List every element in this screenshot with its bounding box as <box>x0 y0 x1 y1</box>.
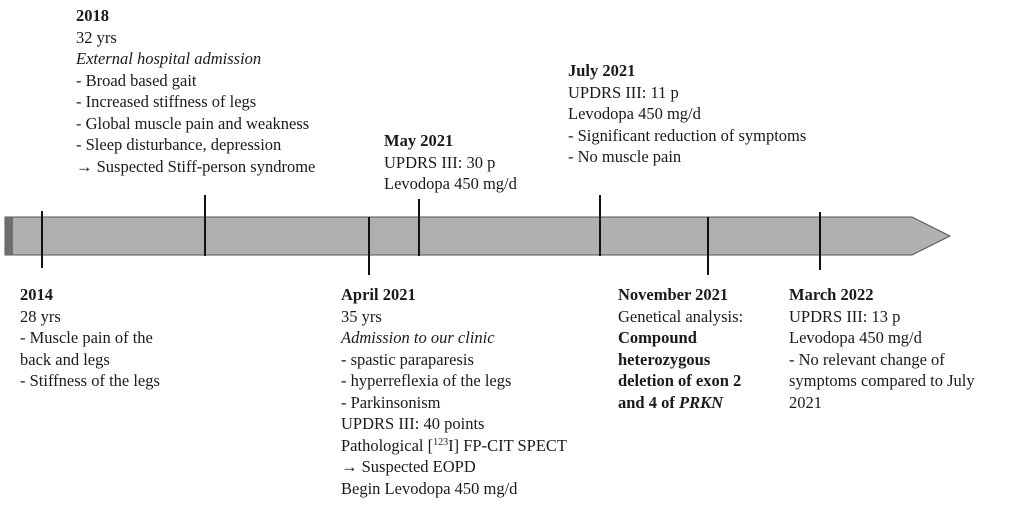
event-line: UPDRS III: 11 p <box>568 82 679 102</box>
event-line: Begin Levodopa 450 mg/d <box>341 478 518 498</box>
event-line: Levodopa 450 mg/d <box>384 174 517 193</box>
event-title: April 2021 <box>341 285 416 304</box>
event-november-2021 <box>618 284 743 413</box>
timeline-arrow <box>5 217 950 255</box>
event-line: - Global muscle pain and weakness <box>76 113 310 133</box>
event-line: Compound <box>618 328 697 347</box>
event-line: - Sleep disturbance, depression <box>76 135 282 154</box>
event-line: External hospital admission <box>76 49 262 68</box>
isotope-superscript: 123 <box>433 436 449 448</box>
event-title: November 2021 <box>618 285 729 304</box>
event-line: 32 yrs <box>76 27 117 47</box>
event-line: Genetical analysis: <box>618 306 744 326</box>
event-line: heterozygous <box>618 349 711 369</box>
event-line: - Broad based gait <box>76 70 197 90</box>
event-line: - Increased stiffness of legs <box>76 92 257 111</box>
event-line-prefix: Pathological [ <box>341 435 434 455</box>
event-2018 <box>76 5 315 177</box>
event-line: 2021 <box>789 392 822 412</box>
event-line: → Suspected Stiff-person syndrome <box>76 156 316 176</box>
event-line <box>341 435 567 457</box>
event-line: Levodopa 450 mg/d <box>789 328 922 347</box>
event-title: July 2021 <box>568 61 636 80</box>
event-may-2021 <box>384 130 517 195</box>
event-line: - hyperreflexia of the legs <box>341 371 512 390</box>
event-line: UPDRS III: 13 p <box>789 306 901 326</box>
event-title: 2018 <box>76 6 109 25</box>
event-line: Levodopa 450 mg/d <box>568 104 701 123</box>
event-line-text: and 4 of <box>618 392 679 412</box>
event-line: - Parkinsonism <box>341 392 441 412</box>
event-line: - No muscle pain <box>568 147 682 166</box>
event-line: back and legs <box>20 349 110 369</box>
event-april-2021 <box>341 284 567 499</box>
event-title: March 2022 <box>789 285 874 304</box>
event-july-2021 <box>568 60 806 168</box>
event-line: 28 yrs <box>20 306 61 326</box>
event-line: - No relevant change of <box>789 349 945 369</box>
event-line: - spastic paraparesis <box>341 349 474 369</box>
event-line: → Suspected EOPD <box>341 457 476 476</box>
event-line: deletion of exon 2 <box>618 371 742 390</box>
event-line: - Muscle pain of the <box>20 328 153 347</box>
event-2014 <box>20 284 160 392</box>
event-line: UPDRS III: 30 p <box>384 152 496 172</box>
event-title: 2014 <box>20 285 53 304</box>
event-march-2022 <box>789 284 975 413</box>
event-line-suffix: I] FP-CIT SPECT <box>448 435 567 455</box>
timeline-arrow-tail <box>5 217 13 255</box>
event-line: Admission to our clinic <box>341 328 495 347</box>
event-line <box>618 392 743 414</box>
gene-name: PRKN <box>678 392 723 412</box>
event-line: 35 yrs <box>341 306 382 326</box>
event-title: May 2021 <box>384 131 454 150</box>
event-line: UPDRS III: 40 points <box>341 414 485 433</box>
event-line: - Significant reduction of symptoms <box>568 125 807 145</box>
event-line: - Stiffness of the legs <box>20 371 160 390</box>
event-line: symptoms compared to July <box>789 371 975 390</box>
